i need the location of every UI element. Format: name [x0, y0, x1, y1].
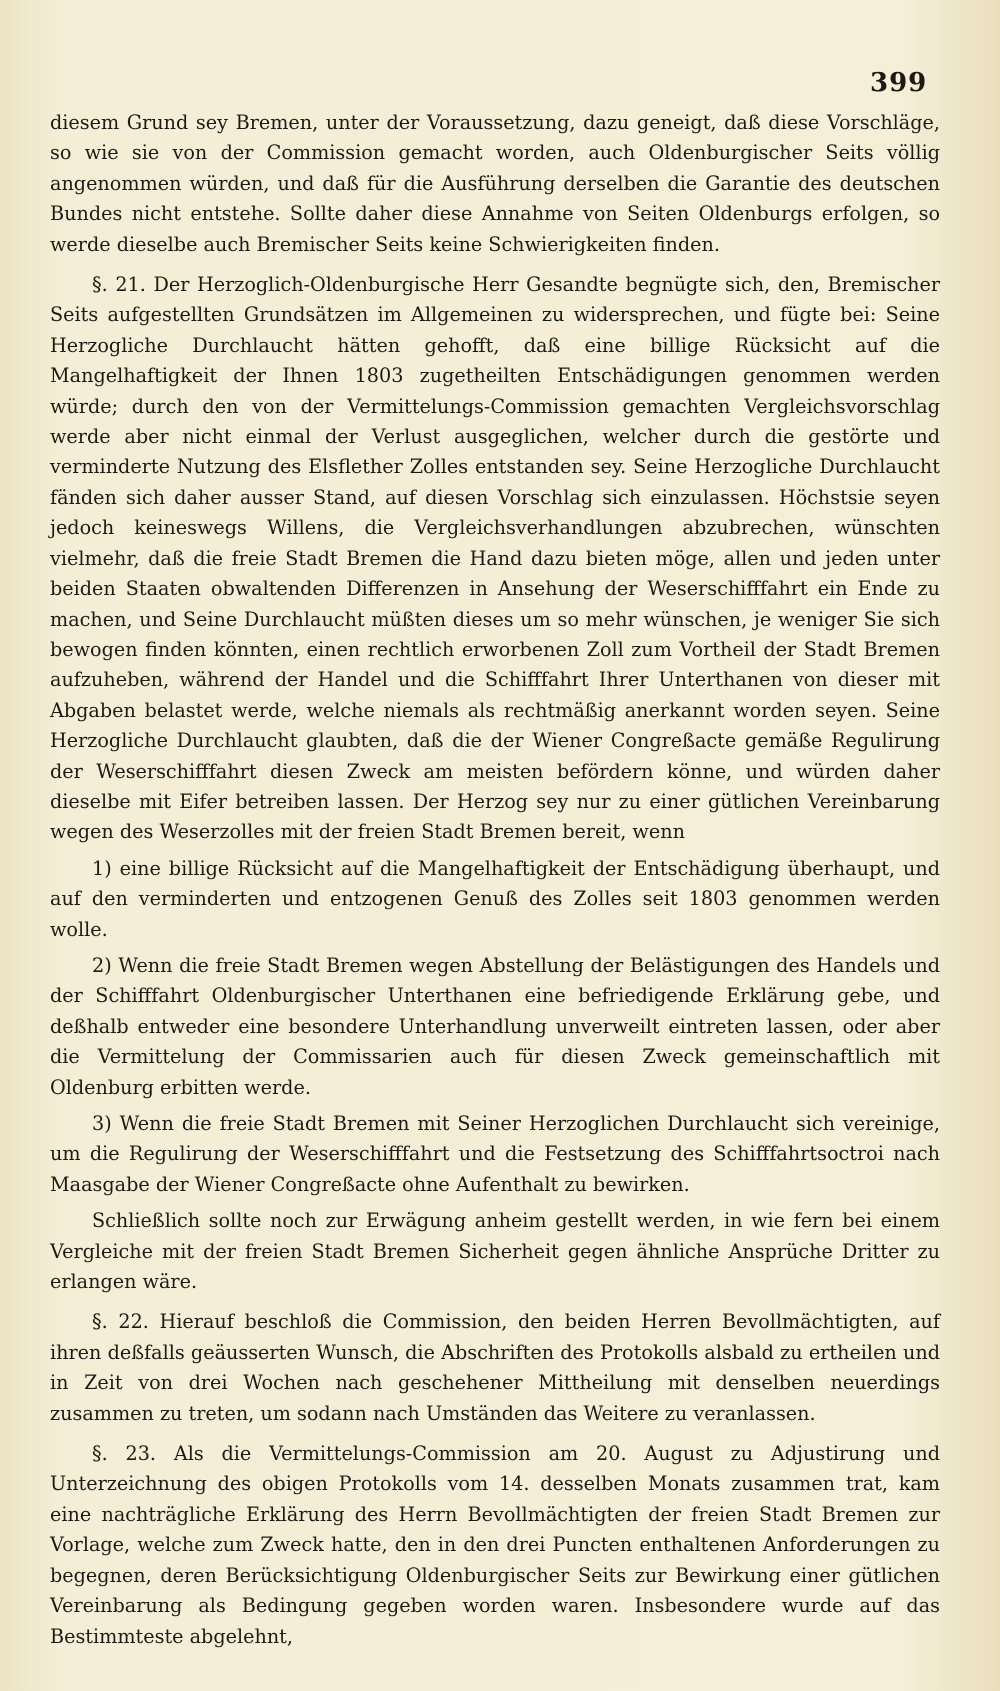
paragraph-section-23: §. 23. Als die Vermittelungs-Commission am 20. August zu Adjustirung und Unterzeichnung des obigen Protokolls vom 14. desselben Monats zusammen trat, kam eine nachträgliche Erklärung des Herrn Bevollmächtigten der freien Stadt Bremen zur Vorlage, welche zum Zweck hatte, den in den drei Puncten enthaltenen Anforderungen zu begegnen, deren Berücksichtigung Oldenburgischer Seits zur Bewirkung einer gütlichen Vereinbarung als Bedingung gegeben worden waren. Insbesondere wurde auf das Bestimmteste abgelehnt, — [50, 1442, 940, 1648]
page-number: 399 — [870, 68, 928, 98]
list-item-condition-1: 1) eine billige Rücksicht auf die Mangelhaftigkeit der Entschädigung überhaupt, und auf den verminderten und entzogenen Genuß des Zolles seit 1803 genommen werden wolle. — [50, 856, 940, 941]
paragraph-conclusion: Schließlich sollte noch zur Erwägung anheim gestellt werden, in wie fern bei einem Vergleiche mit der freien Stadt Bremen Sicherheit gegen ähnliche Ansprüche Dritter zu erlangen wäre. — [50, 1209, 940, 1294]
list-item-condition-3: 3) Wenn die freie Stadt Bremen mit Seiner Herzoglichen Durchlaucht sich vereinige, um die Regulirung der Weserschifffahrt und die Festsetzung des Schifffahrtsoctroi nach Maasgabe der Wiener Congreßacte ohne Aufenthalt zu bewirken. — [50, 1112, 940, 1196]
paragraph-section-21: §. 21. Der Herzoglich-Oldenburgische Herr Gesandte begnügte sich, den, Bremischer Seits aufgestellten Grundsätzen im Allgemeinen zu widersprechen, und fügte bei: Seine Herzogliche Durchlaucht hätten gehofft, daß eine billige Rücksicht auf die Mangelhaftigkeit der Ihnen 1803 zugetheilten Entschädigungen genommen werden würde; durch den von der Vermittelungs-Commission gemachten Vergleichsvorschlag werde aber nicht einmal der Verlust ausgeglichen, welcher durch die gestörte und verminderte Nutzung des Elsflether Zolles entstanden sey. Seine Herzogliche Durchlaucht fänden sich daher ausser Stand, auf diesen Vorschlag sich einzulassen. Höchstsie seyen jedoch keineswegs Willens, die Vergleichsverhandlungen abzubrechen, wünschten vielmehr, daß die freie Stadt Bremen die Hand dazu bieten möge, allen und jeden unter beiden Staaten obwaltenden Differenzen in Ansehung der Weserschifffahrt ein Ende zu machen, und Seine Durchlaucht müßten dieses um so mehr wünschen, je weniger Sie sich bewogen finden könnten, einen rechtlich erworbenen Zoll zum Vortheil der Stadt Bremen aufzuheben, während der Handel und die Schifffahrt Ihrer Unterthanen von dieser mit Abgaben belastet werde, welche niemals als rechtmäßig anerkannt worden seyen. Seine Herzogliche Durchlaucht glaubten, daß die der Wiener Congreßacte gemäße Regulirung der Weserschifffahrt diesen Zweck am meisten befördern könne, und würden daher dieselbe mit Eifer betreiben lassen. Der Herzog sey nur zu einer gütlichen Vereinbarung wegen des Weserzolles mit der freien Stadt Bremen bereit, wenn — [50, 273, 940, 844]
paragraph-section-22: §. 22. Hierauf beschloß die Commission, den beiden Herren Bevollmächtigten, auf ihren deßfalls geäusserten Wunsch, die Abschriften des Protokolls alsbald zu ertheilen und in Zeit von drei Wochen nach geschehener Mittheilung mit denselben neuerdings zusammen zu treten, um sodann nach Umständen das Weitere zu veranlassen. — [50, 1310, 940, 1425]
paragraph-continuation: diesem Grund sey Bremen, unter der Voraussetzung, dazu geneigt, daß diese Vorschläge, so wie sie von der Commission gemacht worden, auch Oldenburgischer Seits völlig angenommen würden, und daß für die Ausführung derselben die Garantie des deutschen Bundes nicht entstehe. Sollte daher diese Annahme von Seiten Oldenburgs erfolgen, so werde dieselbe auch Bremischer Seits keine Schwierigkeiten finden. — [50, 111, 940, 256]
list-item-condition-2: 2) Wenn die freie Stadt Bremen wegen Abstellung der Belästigungen des Handels und der Schifffahrt Oldenburgischer Unterthanen eine befriedigende Erklärung gebe, und deßhalb entweder eine besondere Unterhandlung unverweilt eintreten lassen, oder aber die Vermittelung der Commissarien auch für diesen Zweck gemeinschaftlich mit Oldenburg erbitten werde. — [50, 953, 940, 1099]
body-text — [50, 108, 940, 1652]
